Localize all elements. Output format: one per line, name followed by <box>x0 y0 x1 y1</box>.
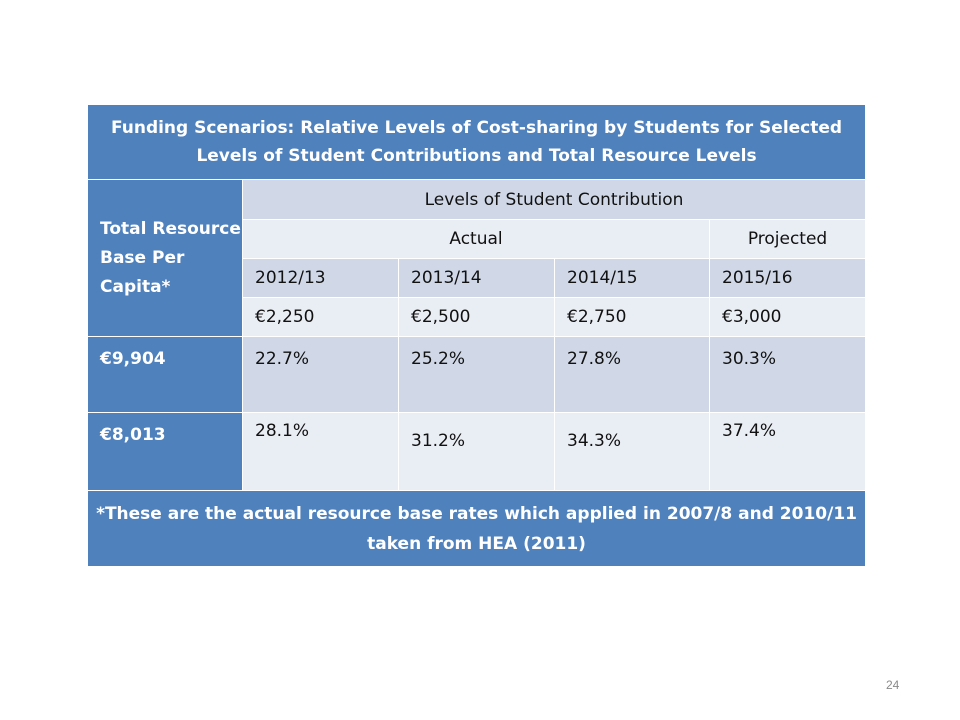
contribution-header: Levels of Student Contribution <box>243 180 866 220</box>
page-number: 24 <box>886 678 900 692</box>
resource-cell: €8,013 <box>88 413 243 491</box>
value-cell: 31.2% <box>399 413 555 491</box>
year-cell: 2012/13 <box>243 259 399 298</box>
table-footnote: *These are the actual resource base rates which applied in 2007/8 and 2010/11 taken from HEA (2011) <box>88 491 866 567</box>
funding-scenarios-table <box>87 104 866 567</box>
value-cell: 25.2% <box>399 337 555 413</box>
year-cell: 2013/14 <box>399 259 555 298</box>
contribution-cell: €2,500 <box>399 298 555 337</box>
value-cell: 34.3% <box>555 413 710 491</box>
table-row <box>88 337 866 413</box>
table-row <box>88 413 866 491</box>
value-cell: 28.1% <box>243 413 399 491</box>
row-header-text: Total Resource Base Per Capita* <box>100 218 241 297</box>
value-cell: 27.8% <box>555 337 710 413</box>
row-header-label <box>88 180 243 337</box>
contribution-cell: €2,250 <box>243 298 399 337</box>
value-cell: 22.7% <box>243 337 399 413</box>
year-cell: 2014/15 <box>555 259 710 298</box>
value-cell: 30.3% <box>710 337 866 413</box>
actual-header: Actual <box>243 220 710 259</box>
resource-cell: €9,904 <box>88 337 243 413</box>
contribution-cell: €2,750 <box>555 298 710 337</box>
year-cell: 2015/16 <box>710 259 866 298</box>
projected-header: Projected <box>710 220 866 259</box>
contribution-cell: €3,000 <box>710 298 866 337</box>
table-title: Funding Scenarios: Relative Levels of Cost-sharing by Students for Selected Levels of Student Contributions and Total Resource Levels <box>88 105 866 180</box>
value-cell: 37.4% <box>710 413 866 491</box>
